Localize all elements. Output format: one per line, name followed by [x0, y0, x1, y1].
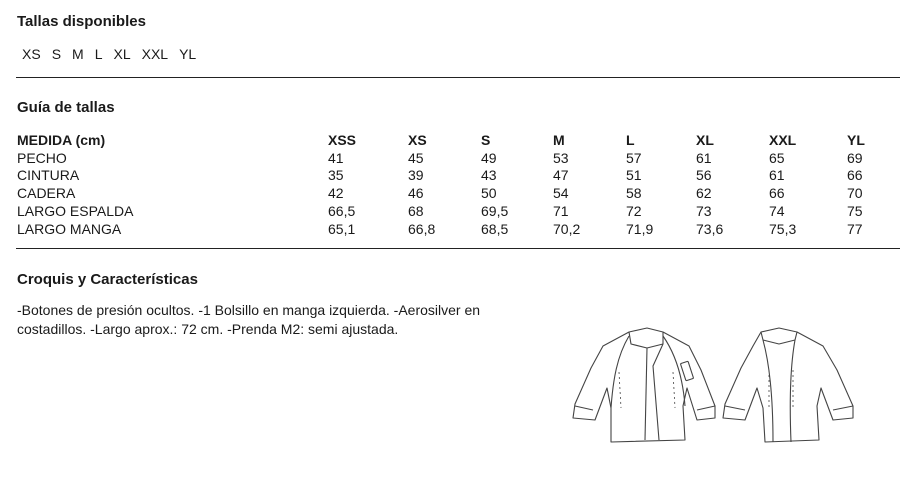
size-label: XL	[113, 46, 131, 62]
table-cell: 70	[847, 185, 863, 202]
header-cell: MEDIDA (cm)	[17, 131, 106, 148]
header-cell: XL	[696, 131, 714, 148]
size-label: YL	[179, 46, 197, 62]
table-cell: 57	[626, 149, 642, 166]
sketch-heading: Croquis y Características	[17, 271, 198, 288]
table-row	[17, 167, 887, 185]
table-cell: 45	[408, 149, 424, 166]
description-line: -Botones de presión ocultos. -1 Bolsillo en manga izquierda. -Aerosilver en	[17, 302, 481, 318]
table-cell: PECHO	[17, 149, 67, 166]
table-cell: 66	[847, 167, 863, 184]
size-guide-heading: Guía de tallas	[17, 99, 115, 116]
header-cell: S	[481, 131, 491, 148]
size-label: M	[72, 46, 84, 62]
table-cell: 69,5	[481, 203, 509, 220]
table-cell: CADERA	[17, 185, 76, 202]
table-cell: 77	[847, 220, 863, 237]
table-cell: 69	[847, 149, 863, 166]
section-divider	[16, 77, 900, 78]
header-cell: M	[553, 131, 565, 148]
table-cell: 47	[553, 167, 569, 184]
header-cell: XS	[408, 131, 427, 148]
section-divider	[16, 248, 900, 249]
table-cell: 72	[626, 203, 642, 220]
table-cell: 53	[553, 149, 569, 166]
table-cell: 66,8	[408, 220, 436, 237]
size-label: XS	[22, 46, 41, 62]
table-cell: 43	[481, 167, 497, 184]
table-row	[17, 149, 887, 167]
table-row	[17, 202, 887, 220]
table-cell: 75	[847, 203, 863, 220]
header-cell: XXL	[769, 131, 797, 148]
table-cell: 56	[696, 167, 712, 184]
size-label: L	[94, 46, 103, 62]
table-cell: 65,1	[328, 220, 356, 237]
table-cell: 46	[408, 185, 424, 202]
header-cell: L	[626, 131, 635, 148]
table-cell: 51	[626, 167, 642, 184]
table-cell: 54	[553, 185, 569, 202]
table-cell: LARGO ESPALDA	[17, 203, 134, 220]
available-sizes-heading: Tallas disponibles	[17, 13, 146, 30]
available-sizes-list	[22, 46, 207, 62]
table-cell: 42	[328, 185, 344, 202]
table-row	[17, 184, 887, 202]
table-cell: 73,6	[696, 220, 724, 237]
table-cell: 61	[769, 167, 785, 184]
table-cell: 68	[408, 203, 424, 220]
table-cell: 61	[696, 149, 712, 166]
table-cell: 65	[769, 149, 785, 166]
table-cell: 71,9	[626, 220, 654, 237]
features-description	[17, 301, 527, 339]
table-cell: 39	[408, 167, 424, 184]
table-cell: CINTURA	[17, 167, 80, 184]
table-cell: 73	[696, 203, 712, 220]
jacket-front-icon	[573, 328, 715, 442]
header-cell: YL	[847, 131, 865, 148]
size-label: S	[51, 46, 62, 62]
size-guide-table	[17, 131, 887, 238]
header-cell: XSS	[328, 131, 357, 148]
table-cell: 58	[626, 185, 642, 202]
table-cell: 66	[769, 185, 785, 202]
table-cell: 74	[769, 203, 785, 220]
description-line: costadillos. -Largo aprox.: 72 cm. -Prenda M2: semi ajustada.	[17, 321, 399, 337]
table-cell: 68,5	[481, 220, 509, 237]
table-cell: 49	[481, 149, 497, 166]
table-header-row	[17, 131, 887, 149]
table-cell: 75,3	[769, 220, 797, 237]
table-cell: LARGO MANGA	[17, 220, 122, 237]
size-label: XXL	[141, 46, 169, 62]
table-cell: 62	[696, 185, 712, 202]
table-cell: 71	[553, 203, 569, 220]
table-row	[17, 220, 887, 238]
jacket-sketch	[565, 322, 865, 446]
table-cell: 50	[481, 185, 497, 202]
table-cell: 41	[328, 149, 344, 166]
table-cell: 70,2	[553, 220, 581, 237]
table-cell: 66,5	[328, 203, 356, 220]
jacket-back-icon	[723, 328, 853, 442]
table-cell: 35	[328, 167, 344, 184]
